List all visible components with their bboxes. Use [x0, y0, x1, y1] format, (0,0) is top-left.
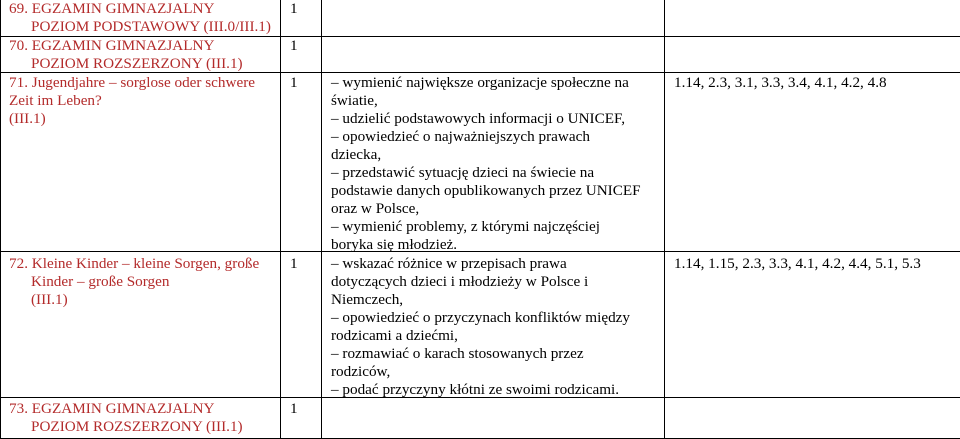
hours-value: 1 — [290, 255, 298, 272]
objective-line: – wymienić największe organizacje społeczne na — [331, 74, 629, 91]
objective-line: światie, — [331, 92, 378, 109]
topic-title: POZIOM ROZSZERZONY (III.1) — [31, 418, 243, 435]
topic-title: Kinder – große Sorgen — [31, 273, 170, 290]
objective-line: – wymienić problemy, z którymi najczęściej — [331, 218, 600, 235]
hours-value: 1 — [290, 0, 298, 17]
standards-list: 1.14, 2.3, 3.1, 3.3, 3.4, 4.1, 4.2, 4.8 — [674, 74, 887, 91]
topic-title: 72. Kleine Kinder – kleine Sorgen, große — [9, 255, 260, 272]
hours-value: 1 — [290, 74, 298, 91]
objective-line: – rozmawiać o karach stosowanych przez — [331, 345, 584, 362]
topic-title: (III.1) — [9, 110, 46, 127]
topic-title: (III.1) — [31, 291, 68, 308]
topic-title: Zeit im Leben? — [9, 92, 102, 109]
table-border-left — [0, 0, 1, 439]
objective-line: – opowiedzieć o przyczynach konfliktów między — [331, 309, 631, 326]
objective-line: dotyczących dzieci i młodzieży w Polsce i — [331, 273, 589, 290]
objective-line: podstawie danych opublikowanych przez UNICEF — [331, 182, 641, 199]
topic-title: POZIOM ROZSZERZONY (III.1) — [31, 55, 243, 72]
objective-line: – wskazać różnice w przepisach prawa — [331, 255, 567, 272]
objective-line: rodziców, — [331, 363, 391, 380]
topic-title: 70. EGZAMIN GIMNAZJALNY — [9, 37, 215, 54]
hours-value: 1 — [290, 400, 298, 417]
objective-line: Niemczech, — [331, 291, 404, 308]
topic-title: 71. Jugendjahre – sorglose oder schwere — [9, 74, 256, 91]
hours-value: 1 — [290, 37, 298, 54]
topic-title: POZIOM PODSTAWOWY (III.0/III.1) — [31, 18, 271, 35]
objective-line: – podać przyczyny kłótni ze swoimi rodzicami. — [331, 381, 620, 398]
objective-line: – opowiedzieć o najważniejszych prawach — [331, 128, 590, 145]
column-divider — [321, 0, 322, 439]
standards-list: 1.14, 1.15, 2.3, 3.3, 4.1, 4.2, 4.4, 5.1, 5.3 — [674, 255, 921, 272]
objective-line: rodzicami a dziećmi, — [331, 327, 458, 344]
topic-title: 73. EGZAMIN GIMNAZJALNY — [9, 400, 215, 417]
objective-line: dziecka, — [331, 146, 382, 163]
column-divider — [664, 0, 665, 439]
objective-line: – przedstawić sytuację dzieci na świecie na — [331, 164, 595, 181]
objective-line: oraz w Polsce, — [331, 200, 420, 217]
objective-line: – udzielić podstawowych informacji o UNICEF, — [331, 110, 626, 127]
objective-line: boryka się młodzież. — [331, 236, 458, 253]
row-divider — [0, 251, 960, 252]
column-divider — [280, 0, 281, 439]
topic-title: 69. EGZAMIN GIMNAZJALNY — [9, 0, 215, 17]
